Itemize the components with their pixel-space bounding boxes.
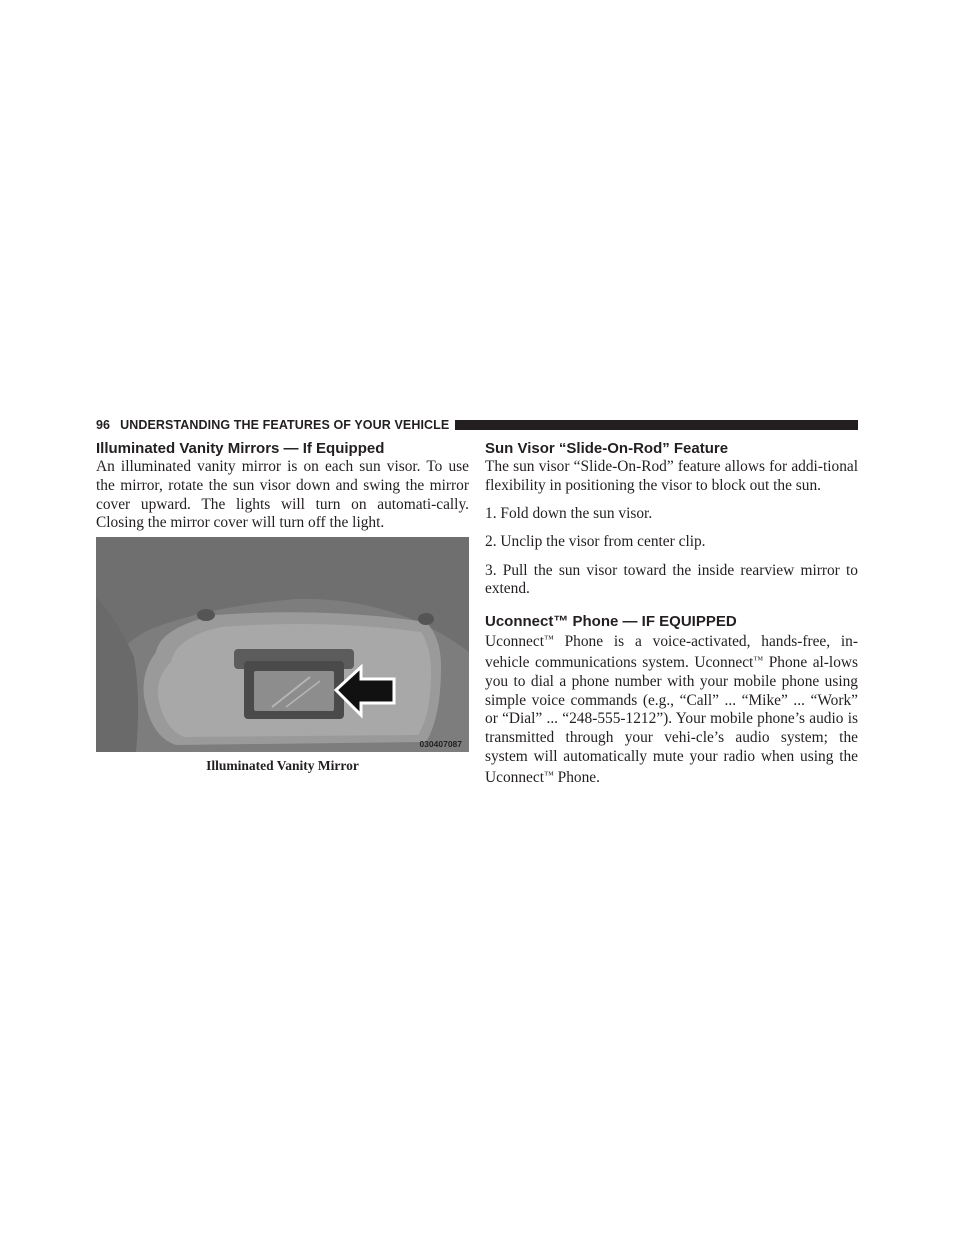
vanity-mirror-paragraph: An illuminated vanity mirror is on each sun visor. To use the mirror, rotate the sun visor down and swing the mirror cover upward. The lights will turn on automati-cally. Closing the mirror cover will turn off the light. [96, 458, 469, 532]
step-1: 1. Fold down the sun visor. [485, 505, 653, 523]
sun-visor-heading: Sun Visor “Slide-On-Rod” Feature [485, 440, 729, 457]
uconnect-text-4: Phone. [553, 768, 600, 786]
header-rule-bar [455, 420, 858, 430]
uconnect-text-2: Phone is a voice-activated, hands-free, in-vehicle communications system. Uconnect [485, 633, 858, 672]
figure-caption: Illuminated Vanity Mirror [206, 758, 359, 773]
uconnect-heading: Uconnect™ Phone — IF EQUIPPED [485, 613, 737, 631]
sun-visor-illustration [96, 537, 469, 752]
trademark-2: ™ [753, 655, 764, 667]
figure-code: 030407087 [419, 739, 462, 749]
header-text [96, 418, 449, 432]
step-3: 3. Pull the sun visor toward the inside rearview mirror to extend. [485, 561, 858, 598]
trademark-1: ™ [543, 634, 554, 646]
left-column [96, 438, 469, 533]
vanity-mirror-figure [96, 537, 469, 752]
vanity-mirror-heading: Illuminated Vanity Mirrors — If Equipped [96, 440, 385, 457]
page-number: 96 [96, 418, 111, 432]
trademark-3: ™ [543, 769, 554, 781]
uconnect-text-3: Phone al-lows you to dial a phone number with your mobile phone using simple voice commands (e.g., “Call” ... “Mike” ... “Work” or “Dial” ... “248-555-1212”). Your mobile phone’s audio is transmitted through your vehi-cle’s audio system; the system will automatically mute your radio when using the Uconnect [485, 654, 859, 786]
section-title: UNDERSTANDING THE FEATURES OF YOUR VEHICLE [120, 418, 450, 432]
uconnect-text-1: Uconnect [485, 633, 544, 651]
running-header [96, 417, 858, 433]
right-column [485, 438, 858, 788]
sun-visor-paragraph: The sun visor “Slide-On-Rod” feature allows for addi-tional flexibility in positioning the visor to block out the sun. [485, 458, 858, 494]
uconnect-paragraph [485, 631, 858, 787]
step-2: 2. Unclip the visor from center clip. [485, 533, 706, 551]
